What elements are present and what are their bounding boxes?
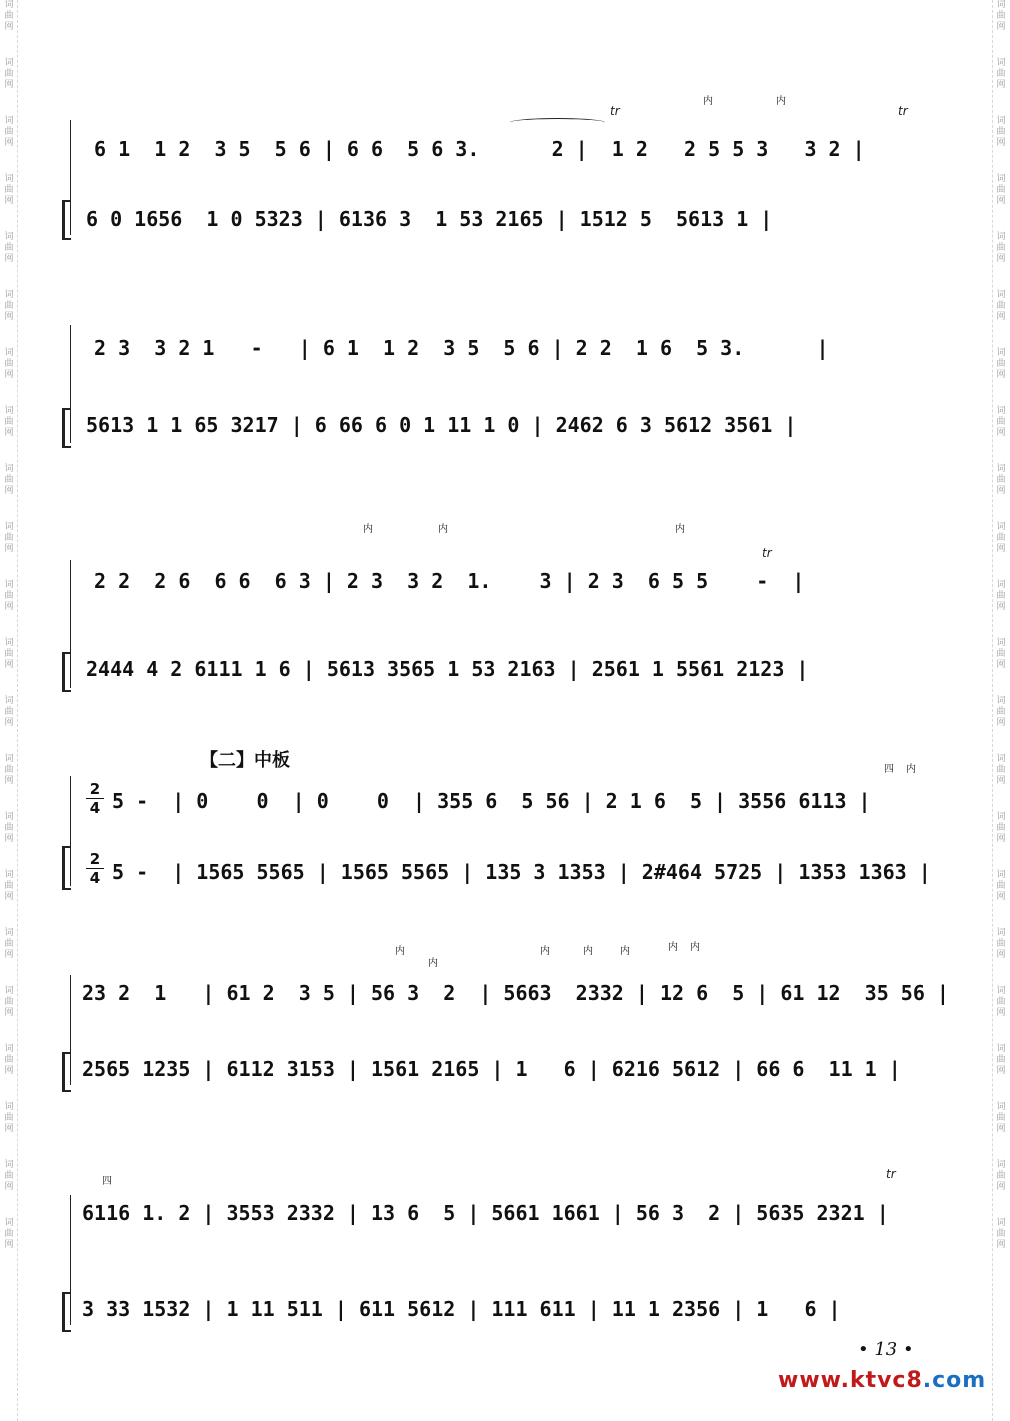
watermark-mark: 词 曲 网	[4, 1218, 14, 1250]
watermark-mark: 词 曲 网	[996, 0, 1006, 32]
watermark-mark: 词 曲 网	[4, 812, 14, 844]
page-number: • 13 •	[858, 1339, 914, 1360]
watermark-mark: 词 曲 网	[4, 696, 14, 728]
trill-mark: tr	[610, 104, 620, 118]
fingering-inner: 内	[906, 764, 916, 775]
fingering-inner: 内	[620, 946, 630, 957]
system-line	[70, 325, 71, 443]
watermark-mark: 词 曲 网	[4, 522, 14, 554]
fingering-inner: 内	[675, 524, 685, 535]
watermark-mark: 词 曲 网	[4, 0, 14, 32]
watermark-mark: 词 曲 网	[4, 1160, 14, 1192]
score-line-lower: 2444 4 2 6111 1 6 | 5613 3565 1 53 2163 | 2561 1 5561 2123 |	[86, 657, 809, 681]
fingering-inner: 内	[363, 524, 373, 535]
score-line-lower: 5 - | 1565 5565 | 1565 5565 | 135 3 1353 | 2#464 5725 | 1353 1363 |	[112, 860, 931, 884]
watermark-mark: 词 曲 网	[996, 348, 1006, 380]
watermark-mark: 词 曲 网	[4, 986, 14, 1018]
score-line-upper: 5 - | 0 0 | 0 0 | 355 6 5 56 | 2 1 6 5 | 3556 6113 |	[112, 789, 871, 813]
watermark-mark: 词 曲 网	[996, 232, 1006, 264]
score-line-lower: 3 33 1532 | 1 11 511 | 611 5612 | 111 611 | 11 1 2356 | 1 6 |	[82, 1297, 841, 1321]
watermark-mark: 词 曲 网	[4, 638, 14, 670]
fingering-inner: 内	[428, 958, 438, 969]
watermark-mark: 词 曲 网	[996, 638, 1006, 670]
watermark-mark: 词 曲 网	[4, 232, 14, 264]
watermark-mark: 词 曲 网	[4, 1102, 14, 1134]
fingering-inner: 内	[438, 524, 448, 535]
fingering-inner: 内	[703, 96, 713, 107]
watermark-mark: 词 曲 网	[4, 1044, 14, 1076]
time-signature-lower: 2 4	[86, 851, 104, 886]
site-url-suffix: .com	[922, 1368, 987, 1393]
watermark-mark: 词 曲 网	[4, 290, 14, 322]
fingering-inner: 内	[583, 946, 593, 957]
watermark-mark: 词 曲 网	[4, 580, 14, 612]
score-line-upper: 6116 1. 2 | 3553 2332 | 13 6 5 | 5661 1661 | 56 3 2 | 5635 2321 |	[82, 1201, 889, 1225]
fingering-inner: 内	[776, 96, 786, 107]
system-line	[70, 1195, 71, 1325]
watermark-column-left	[1, 0, 18, 1421]
time-signature-upper: 2 4	[86, 781, 104, 816]
system-line	[70, 120, 71, 235]
watermark-mark: 词 曲 网	[996, 754, 1006, 786]
watermark-mark: 词 曲 网	[996, 1102, 1006, 1134]
watermark-mark: 词 曲 网	[996, 928, 1006, 960]
section-heading: 【二】中板	[200, 750, 290, 771]
watermark-mark: 词 曲 网	[4, 348, 14, 380]
trill-mark: tr	[762, 546, 772, 560]
watermark-mark: 词 曲 网	[996, 406, 1006, 438]
watermark-mark: 词 曲 网	[4, 58, 14, 90]
watermark-mark: 词 曲 网	[996, 1160, 1006, 1192]
watermark-mark: 词 曲 网	[4, 464, 14, 496]
watermark-mark: 词 曲 网	[996, 1218, 1006, 1250]
watermark-mark: 词 曲 网	[996, 870, 1006, 902]
site-url	[778, 1368, 986, 1393]
fingering-four: 四	[102, 1176, 112, 1187]
watermark-mark: 词 曲 网	[4, 174, 14, 206]
watermark-mark: 词 曲 网	[4, 928, 14, 960]
watermark-mark: 词 曲 网	[996, 812, 1006, 844]
watermark-mark: 词 曲 网	[996, 464, 1006, 496]
watermark-column-right	[992, 0, 1009, 1421]
site-url-prefix: www.	[778, 1368, 850, 1393]
watermark-mark: 词 曲 网	[996, 1044, 1006, 1076]
watermark-mark: 词 曲 网	[996, 580, 1006, 612]
system-line	[70, 776, 71, 886]
watermark-mark: 词 曲 网	[4, 754, 14, 786]
watermark-mark: 词 曲 网	[996, 58, 1006, 90]
watermark-mark: 词 曲 网	[996, 522, 1006, 554]
watermark-mark: 词 曲 网	[996, 290, 1006, 322]
fingering-inner: 内	[395, 946, 405, 957]
site-url-domain: ktvc8	[849, 1368, 923, 1393]
watermark-mark: 词 曲 网	[996, 174, 1006, 206]
score-line-upper: 2 2 2 6 6 6 6 3 | 2 3 3 2 1. 3 | 2 3 6 5 5 - |	[82, 569, 805, 593]
trill-mark: tr	[886, 1167, 896, 1181]
fingering-four: 四	[884, 764, 894, 775]
fingering-inner: 内	[668, 942, 678, 953]
fingering-inner: 内	[690, 942, 700, 953]
score-line-upper: 6 1 1 2 3 5 5 6 | 6 6 5 6 3. 2 | 1 2 2 5 5 3 3 2 |	[82, 137, 865, 161]
fingering-inner: 内	[540, 946, 550, 957]
trill-mark: tr	[898, 104, 908, 118]
watermark-mark: 词 曲 网	[4, 406, 14, 438]
score-line-upper: 2 3 3 2 1 - | 6 1 1 2 3 5 5 6 | 2 2 1 6 5 3. |	[82, 336, 829, 360]
phrase-slur	[510, 118, 605, 127]
score-line-lower: 6 0 1656 1 0 5323 | 6136 3 1 53 2165 | 1512 5 5613 1 |	[86, 207, 773, 231]
watermark-mark: 词 曲 网	[996, 986, 1006, 1018]
watermark-mark: 词 曲 网	[4, 116, 14, 148]
system-line	[70, 975, 71, 1085]
watermark-mark: 词 曲 网	[996, 116, 1006, 148]
score-line-upper: 23 2 1 | 61 2 3 5 | 56 3 2 | 5663 2332 | 12 6 5 | 61 12 35 56 |	[82, 981, 949, 1005]
score-line-lower: 2565 1235 | 6112 3153 | 1561 2165 | 1 6 | 6216 5612 | 66 6 11 1 |	[82, 1057, 901, 1081]
watermark-mark: 词 曲 网	[4, 870, 14, 902]
system-line	[70, 560, 71, 688]
watermark-mark: 词 曲 网	[996, 696, 1006, 728]
score-line-lower: 5613 1 1 65 3217 | 6 66 6 0 1 11 1 0 | 2462 6 3 5612 3561 |	[86, 413, 797, 437]
